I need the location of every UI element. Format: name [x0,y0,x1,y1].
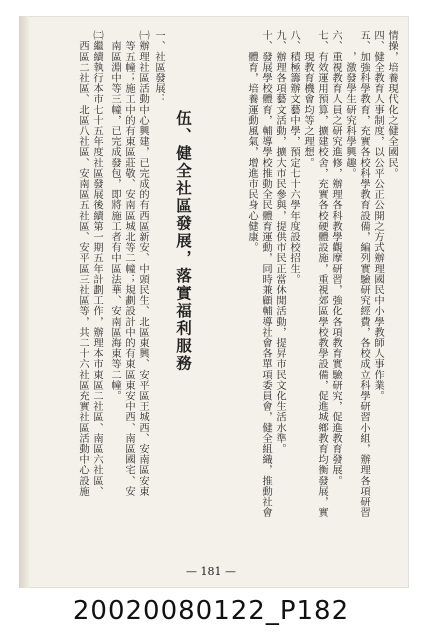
text-column: 八、積極籌辦文藝中學，預定七十六學年度設校招生。 [288,30,300,285]
text-column: ，激發學生研究科學興趣。 [344,30,356,179]
page-gutter [19,16,29,588]
text-column: 五、加強科學教育，充實各校科學教育設備，編列實驗研究經費，各校成立科學研習小組，辦理各項研習 [358,30,370,518]
image-caption: 20020080122_P182 [72,596,350,626]
sub-heading: 一、社區發展： [153,30,165,105]
text-column: 七、有效運用預算，擴建校舍，充實各校硬體設施，重視郊區學校教學設備，促進城鄉教育均衡發展，實 [316,30,328,518]
text-column: 十、發展學校體育，輔導學校推動全民體育運動，同時兼顧輔導社會各單項委員會，健全組織，推動社會 [260,30,272,518]
text-column: 四、健全教育人事制度，以公平公正公開之方式辦理國民中小學教師人事作業。 [372,30,384,401]
text-column: 六、重視教育人員之研究進修，辦理各科教學觀摩研習，強化各項教育實驗研究，促進教育發展。 [330,30,342,486]
text-column: 西區二社區、北區八社區、安南區五社區、安平區三社區等，共二十六社區充實社區活動中心設施 [77,30,89,497]
section-heading: 伍、健全社區發展，落實福利服務 [174,110,193,373]
text-column: 九、辦理各項藝文活動，擴大市民參與，提供市民正當休閒活動，提昇市民文化生活水準。 [274,30,286,454]
text-column: 南區淵中等三幢，已完成發包，即將施工者有中區法華、安南區海東等二幢。 [109,30,121,401]
text-column: ㈠辦理社區活動中心興建，已完成的有西區新安、中頭民生、北區東興、安平區王城西、安南區安東 [137,30,149,497]
text-column: ㈡繼續執行本市七十五年度社區發展後續第一期五年計劃工作，辦理本市東區二社區、南區六社區、 [91,30,103,497]
page-number: — 181 — [186,565,236,578]
text-column: 體育，培養運動風氣，增進市民身心健康。 [246,30,258,253]
text-column: 情操，培養現代化之健全國民。 [386,30,398,179]
text-column: 等五幢；施工中的有東區莊敬、安南區城北等二幢；規劃設計中的有東區東安中西、南區國宅、安 [123,30,135,497]
text-column: 現教育機會均等之理想。 [302,30,314,168]
